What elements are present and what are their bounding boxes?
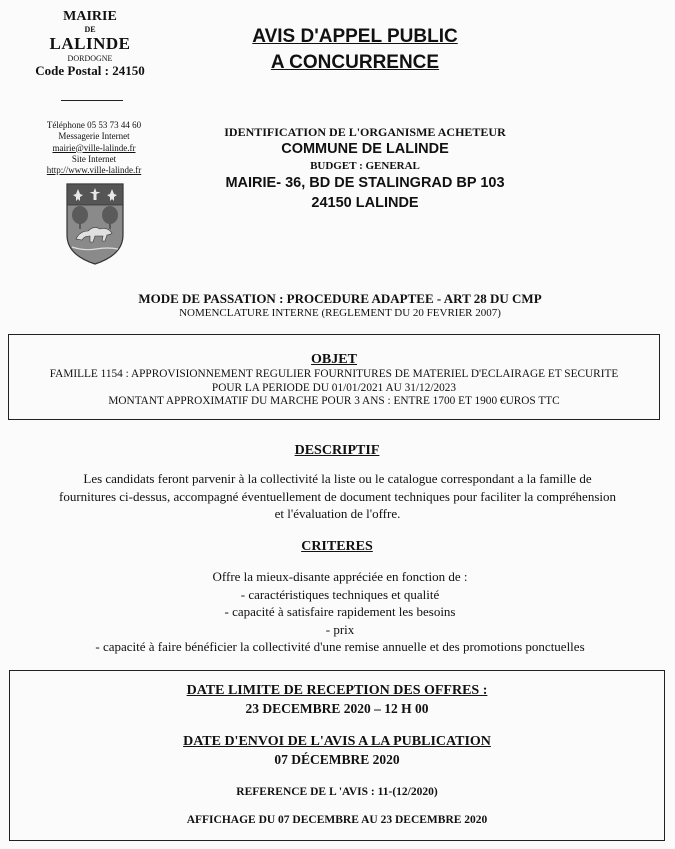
title-line-1: AVIS D'APPEL PUBLIC: [252, 26, 458, 47]
publication-date-value: 07 DÉCEMBRE 2020: [274, 752, 400, 767]
mairie-line: MAIRIE: [63, 9, 117, 24]
descriptif-body: [10, 470, 665, 523]
objet-line-1: FAMILLE 1154 : APPROVISIONNEMENT REGULIER FOURNITURES DE MATERIEL D'ECLAIRAGE ET SECURITE: [49, 368, 619, 380]
city-text: 24150 LALINDE: [311, 195, 419, 211]
criteres-body: [20, 568, 660, 656]
identification-block: [170, 124, 560, 213]
mode-passation: [60, 291, 620, 320]
deadline-value: 23 DECEMBRE 2020 – 12 H 00: [245, 701, 429, 716]
mairie-header: [28, 8, 152, 79]
descriptif-heading: DESCRIPTIF: [294, 443, 380, 458]
coat-of-arms-icon: [66, 183, 124, 265]
criteres-item: - prix: [325, 621, 355, 637]
objet-heading: OBJET: [311, 352, 357, 367]
descriptif-line-2: fournitures ci-dessus, accompagné éventuellement de document techniques pour faciliter la compréhension: [59, 488, 616, 504]
identification-label: IDENTIFICATION DE L'ORGANISME ACHETEUR: [224, 125, 506, 139]
mairie-department: DORDOGNE: [67, 54, 113, 63]
criteres-item: - capacité à satisfaire rapidement les besoins: [224, 604, 456, 619]
descriptif-line-1: Les candidats feront parvenir à la collectivité la liste ou le catalogue correspondant a la famille de: [83, 471, 592, 486]
site-label: Site Internet: [71, 153, 117, 164]
contact-block: [24, 120, 164, 176]
criteres-intro: Offre la mieux-disante appréciée en fonction de :: [212, 569, 468, 584]
deadline-label: DATE LIMITE DE RECEPTION DES OFFRES :: [186, 683, 488, 698]
criteres-item: - capacité à faire bénéficier la collectivité d'une remise annuelle et des promotions ponctuelles: [95, 639, 585, 654]
page-title: [220, 24, 490, 76]
email-link[interactable]: mairie@ville-lalinde.fr: [52, 142, 136, 153]
publication-date-label: DATE D'ENVOI DE L'AVIS A LA PUBLICATION: [183, 734, 491, 749]
budget-text: BUDGET : GENERAL: [310, 160, 420, 172]
objet-line-3: MONTANT APPROXIMATIF DU MARCHE POUR 3 ANS : ENTRE 1700 ET 1900 €UROS TTC: [108, 395, 560, 407]
mairie-postal-code: Code Postal : 24150: [35, 63, 145, 78]
mairie-town: LALINDE: [49, 34, 131, 53]
affichage-text: AFFICHAGE DU 07 DECEMBRE AU 23 DECEMBRE 2020: [186, 814, 488, 826]
messagerie-label: Messagerie Internet: [58, 131, 130, 142]
criteres-item: - caractéristiques techniques et qualité: [240, 586, 440, 602]
phone-text: Téléphone 05 53 73 44 60: [46, 120, 142, 130]
title-line-2: A CONCURRENCE: [270, 52, 440, 73]
criteres-heading: CRITERES: [301, 539, 373, 554]
website-link[interactable]: http://www.ville-lalinde.fr: [46, 165, 142, 176]
reference-text: REFERENCE DE L 'AVIS : 11-(12/2020): [236, 786, 438, 798]
header-divider: [61, 100, 123, 101]
objet-body: [12, 368, 656, 409]
mode-line-1: MODE DE PASSATION : PROCEDURE ADAPTEE - ART 28 DU CMP: [138, 291, 542, 306]
commune-name: COMMUNE DE LALINDE: [281, 141, 449, 157]
address-text: MAIRIE- 36, BD DE STALINGRAD BP 103: [225, 175, 505, 191]
objet-line-2: POUR LA PERIODE DU 01/01/2021 AU 31/12/2023: [211, 381, 457, 394]
mairie-de: DE: [84, 25, 96, 34]
mode-line-2: NOMENCLATURE INTERNE (REGLEMENT DU 20 FEVRIER 2007): [179, 307, 501, 319]
descriptif-line-3: et l'évaluation de l'offre.: [274, 506, 401, 521]
